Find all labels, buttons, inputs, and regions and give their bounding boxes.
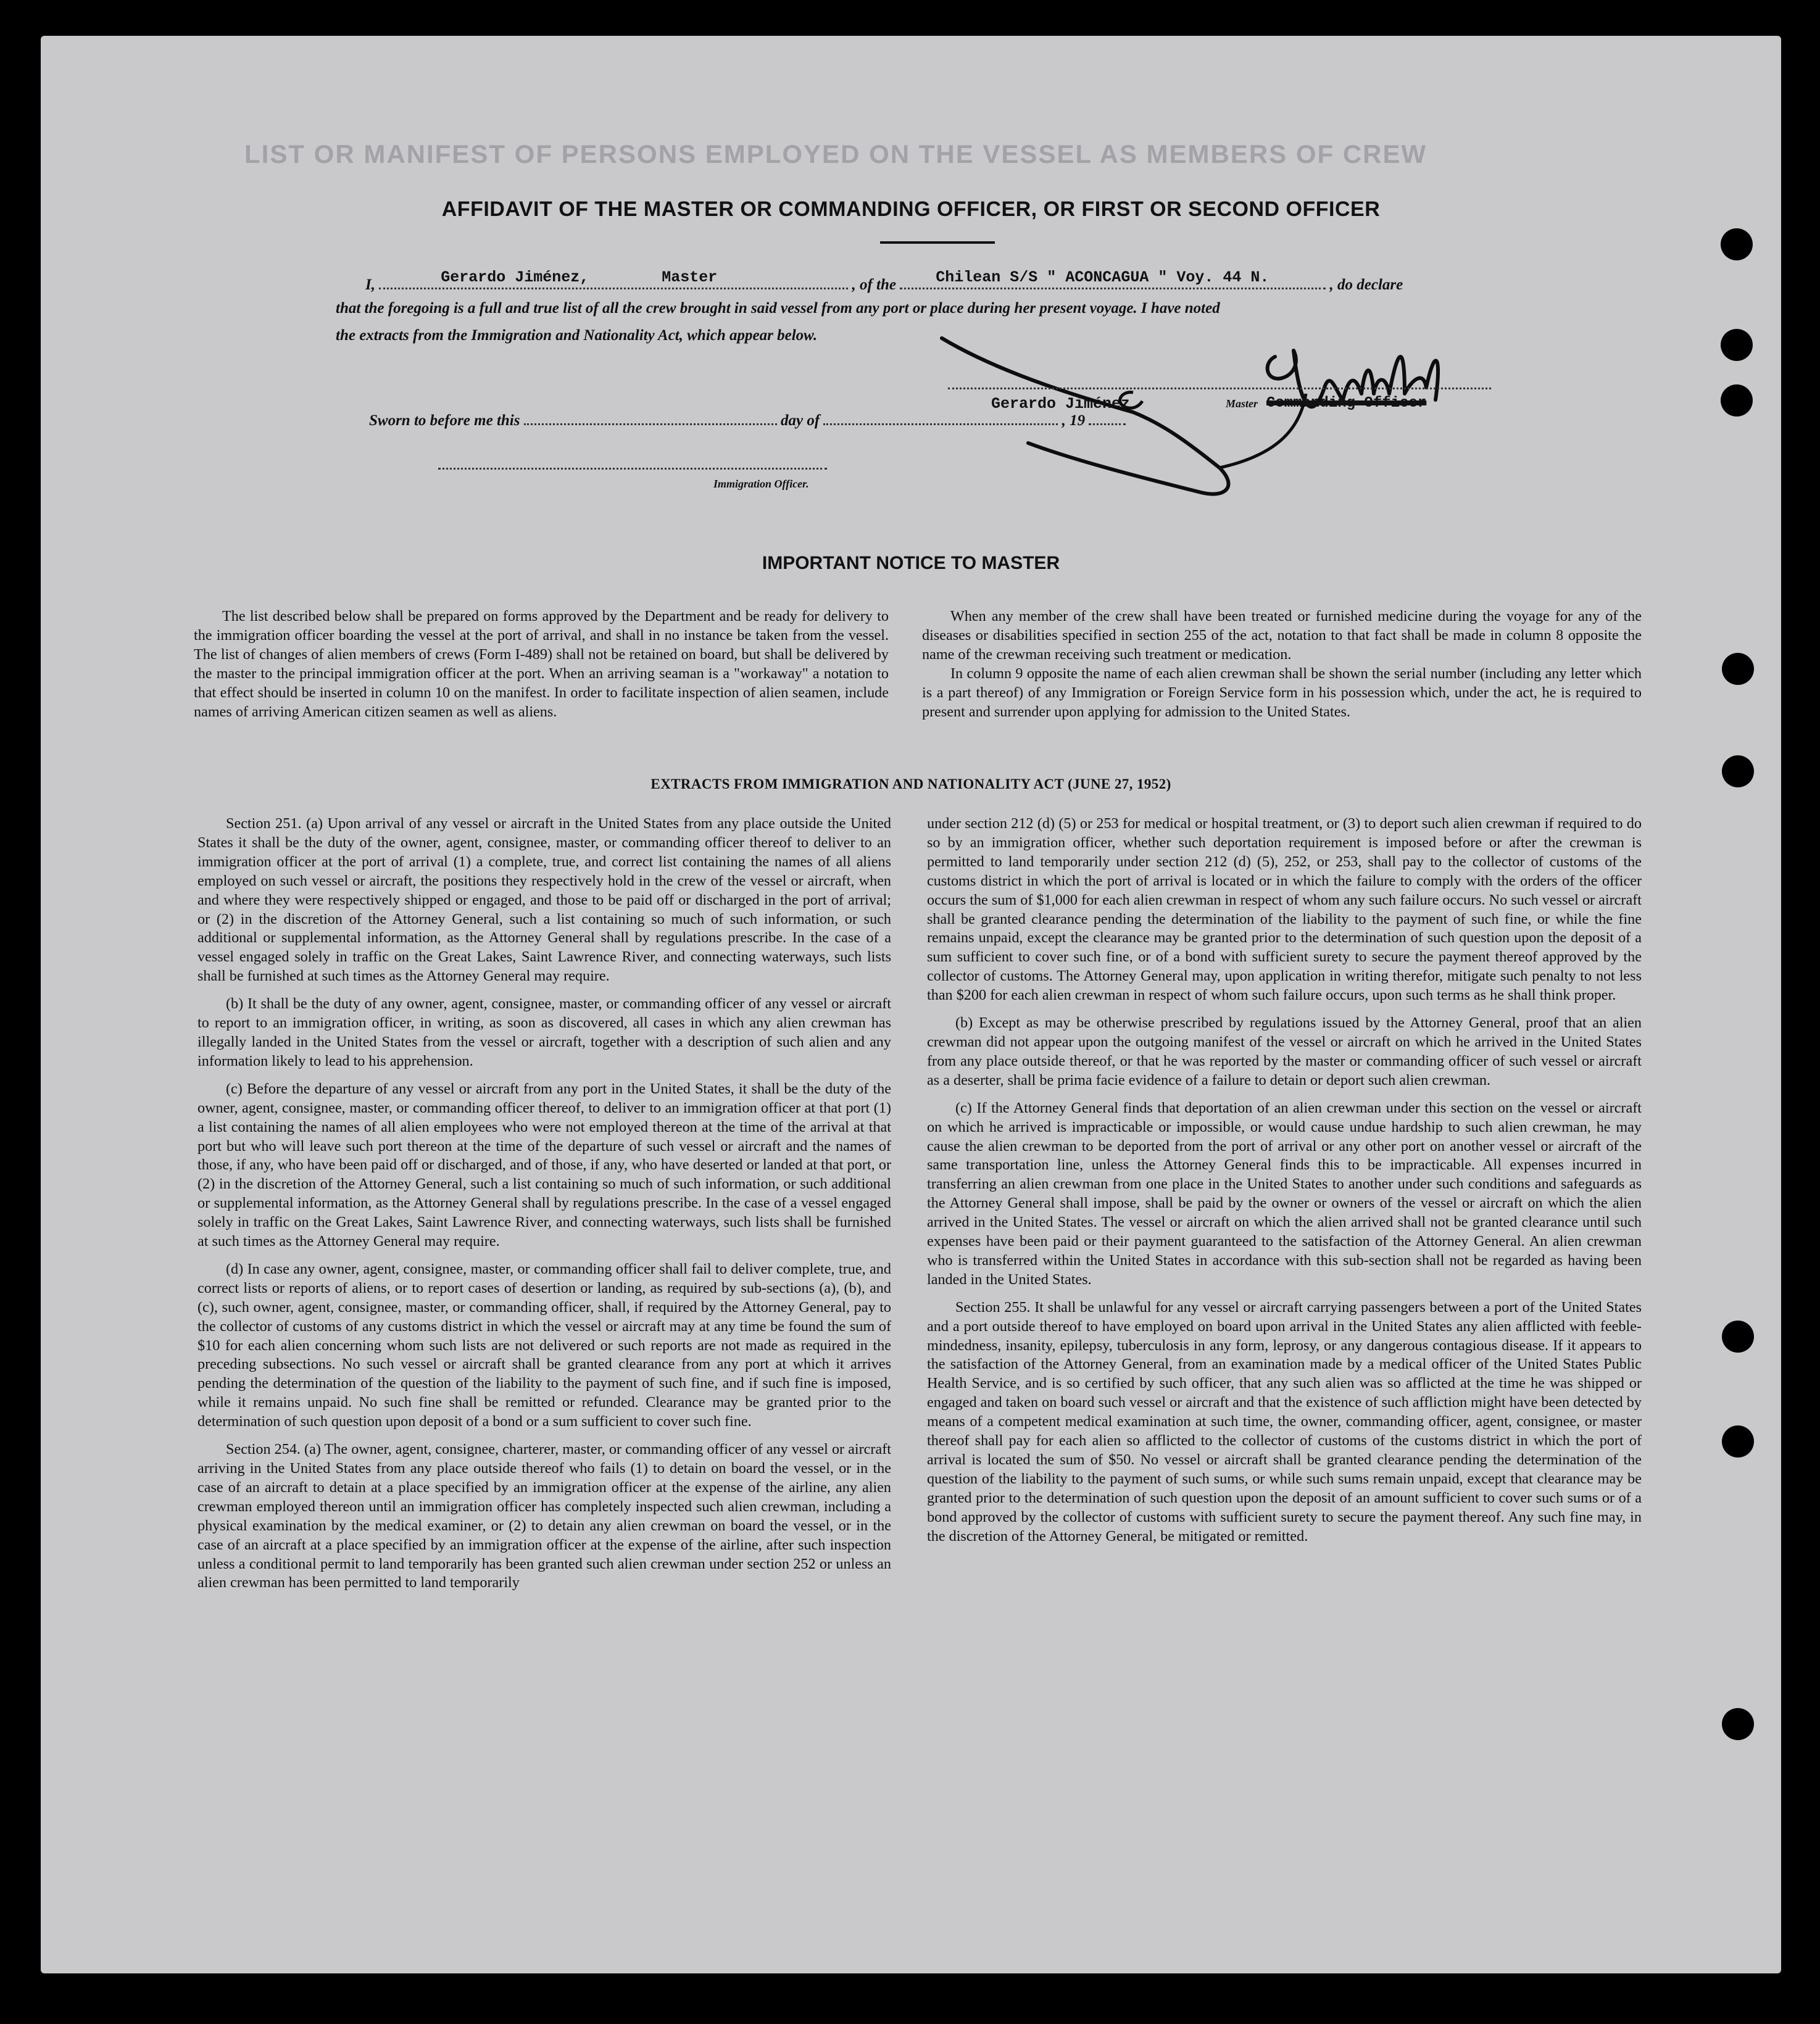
- extracts-left-column: [197, 815, 891, 1593]
- master-label: Master: [1226, 397, 1258, 410]
- document-page: [41, 36, 1781, 1973]
- notice-paragraph: In column 9 opposite the name of each alien crewman shall be shown the serial number (including any letter which is a part thereof) of any Immigration or Foreign Service form in his possession which, under the act, he is required to present and surrender upon applying for admission to the United States.: [922, 665, 1642, 720]
- notice-title: IMPORTANT NOTICE TO MASTER: [762, 553, 1060, 573]
- vessel-value: Chilean S/S " ACONCAGUA " Voy. 44 N.: [936, 268, 1269, 286]
- vessel-field[interactable]: [900, 268, 1326, 289]
- name-field[interactable]: [379, 268, 848, 289]
- notice-right-column: [922, 607, 1642, 721]
- binder-hole: [1721, 228, 1753, 260]
- day-of-label: day of: [780, 412, 820, 429]
- section-paragraph: Section 251. (a) Upon arrival of any vessel or aircraft in the United States from any place outside the United States it shall be the duty of the owner, agent, consignee, master, or commanding officer thereof to deliver to an immigration officer at the port of arrival (1) a complete, true, and correct list containing the names of all aliens employed on such vessel or aircraft, the positions they respectively hold in the crew of the vessel or aircraft, when and where they were respectively shipped or engaged, and those to be paid off or discharged in the port of arrival; or (2) in the discretion of the Attorney General, such a list containing so much of such information, or such additional or supplemental information, as the Attorney General shall by regulations prescribe. In the case of a vessel engaged solely in traffic on the Great Lakes, Saint Lawrence River, and connecting waterways, such lists shall be furnished at such times as the Attorney General may require.: [197, 815, 891, 985]
- binder-hole: [1722, 653, 1754, 685]
- i-label: I,: [365, 276, 375, 293]
- rank-value: Master: [662, 268, 718, 286]
- notice-paragraph: When any member of the crew shall have been treated or furnished medicine during the voyage for any of the diseases or disabilities specified in section 255 of the act, notation to that fact shall be made in column 8 opposite the name of the crewman receiving such treatment or medication.: [922, 608, 1642, 663]
- declaration-line: [365, 268, 1403, 294]
- bleed-through-header: LIST OR MANIFEST OF PERSONS EMPLOYED ON THE VESSEL AS MEMBERS OF CREW: [244, 139, 1427, 168]
- sworn-day-field[interactable]: [524, 423, 777, 425]
- signature-line: [948, 388, 1491, 389]
- sworn-year-field[interactable]: [1089, 423, 1126, 425]
- signer-typed-name: Gerardo Jiménez: [991, 395, 1131, 413]
- extracts-title: EXTRACTS FROM IMMIGRATION AND NATIONALITY ACT (JUNE 27, 1952): [650, 776, 1171, 792]
- section-paragraph: Section 255. It shall be unlawful for any vessel or aircraft carrying passengers between a port of the United States and a port outside thereof to have employed on board upon arrival in the United States any alien afflicted with feeble-mindedness, insanity, epilepsy, tuberculosis in any form, leprosy, or any dangerous contagious disease. If it appears to the satisfaction of the Attorney General, from an examination made by a medical officer of the United States Public Health Service, and is so certified by such officer, that any such alien was so afflicted at the time he was shipped or engaged and taken on board such vessel or aircraft and that the existence of such affliction might have been detected by means of a competent medical examination at such time, the owner, commanding officer, agent, consignee, or master thereof shall pay for each alien so afflicted to the collector of customs of the customs district in which the port of arrival is located the sum of $50. No vessel or aircraft shall be granted clearance pending the determination of the question of the liability to the payment of such sums, or while such sums remain unpaid, except that clearance may be granted prior to the determination of such question upon the deposit of an amount sufficient to cover such sums or of a bond approved by the collector of customs with sufficient surety to secure the payment thereof. Any such fine may, in the discretion of the Attorney General, be mitigated or remitted.: [927, 1298, 1642, 1545]
- section-paragraph: (d) In case any owner, agent, consignee, master, or commanding officer shall fail to deliver complete, true, and correct lists or reports of aliens, or to report cases of desertion or landing, as required by sub-sections (a), (b), and (c), such owner, agent, consignee, master, or commanding officer, shall, if required by the Attorney General, pay to the collector of customs of any customs district in which the vessel or aircraft may at any time be found the sum of $10 for each alien concerning whom such lists are not delivered or such reports are not made as required in the preceding subsections. No such vessel or aircraft shall be granted clearance from any port at which it arrives pending the determination of the question of the liability to the payment of such fine, and if such fine is imposed, while it remains unpaid. No such fine shall be remitted or refunded. Clearance may be granted prior to the determination of such question upon deposit of a bond or a sum sufficient to cover such fine.: [197, 1260, 891, 1430]
- section-paragraph: (c) If the Attorney General finds that deportation of an alien crewman under this section on the vessel or aircraft on which he arrived is impracticable or impossible, or would cause undue hardship to such alien crewman, he may cause the alien crewman to be deported from the port of arrival or any other port on another vessel or aircraft of the same transportation line, unless the Attorney General finds this to be impracticable. All expenses incurred in transferring an alien crewman from one place in the United States to another under such conditions and safeguards as the Attorney General shall impose, shall be paid by the owner or owners of the vessel or aircraft on which the alien arrived in the United States. The vessel or aircraft on which the alien arrived shall not be granted clearance until such expenses have been paid or their payment guaranteed to the satisfaction of the Attorney General. An alien crewman who is transferred within the United States in accordance with this sub-section shall not be regarded as having been landed in the United States.: [927, 1099, 1642, 1288]
- binder-hole: [1722, 1321, 1754, 1353]
- section-paragraph: (c) Before the departure of any vessel or aircraft from any port in the United States, it shall be the duty of the owner, agent, consignee, master, or commanding officer thereof, to deliver to an immigration officer at that port (1) a list containing the names of all alien employees who were not employed thereon at the time of the arrival at that port but who will leave such port thereon at the time of the departure of such vessel or aircraft and the names of those, if any, who have been paid off or discharged, and of those, if any, who have deserted or landed at that port, or (2) in the discretion of the Attorney General, such a list containing so much of such information, or such additional or supplemental information, as the Attorney General shall by regulations prescribe. In the case of a vessel engaged solely in traffic on the Great Lakes, Saint Lawrence River, and connecting waterways, such lists shall be furnished at such times as the Attorney General may require.: [197, 1080, 891, 1250]
- sworn-label: Sworn to before me this: [369, 412, 520, 429]
- name-value: Gerardo Jiménez,: [441, 268, 589, 286]
- sworn-month-field[interactable]: [823, 423, 1058, 425]
- notice-paragraph: The list described below shall be prepared on forms approved by the Department and be ready for delivery to the immigration officer boarding the vessel at the port of arrival, and shall in no instance be taken from the vessel. The list of changes of alien members of crews (Form I-489) shall not be retained on board, but shall be delivered by the master to the principal immigration officer at the port. When an arriving seaman is a "workaway" a notation to that effect should be inserted in column 10 on the manifest. In order to facilitate inspection of alien seamen, include names of arriving American citizen seamen as well as aliens.: [194, 608, 889, 720]
- sworn-line: [369, 412, 1126, 429]
- statement-line-2: that the foregoing is a full and true list of all the crew brought in said vessel from any port or place during her present voyage. I have noted: [336, 300, 1220, 317]
- struck-title: Commanding Officer: [1266, 395, 1427, 412]
- binder-hole: [1722, 1708, 1754, 1740]
- title-rule: [880, 241, 995, 244]
- binder-hole: [1721, 329, 1753, 361]
- statement-line-3: the extracts from the Immigration and Nationality Act, which appear below.: [336, 327, 818, 344]
- section-paragraph: (b) Except as may be otherwise prescribed by regulations issued by the Attorney General, proof that an alien crewman did not appear upon the outgoing manifest of the vessel or aircraft on which he arrived in the United States from any place outside thereof, or that he was reported by the master or commanding officer of such vessel or aircraft as a deserter, shall be prima facie evidence of a failure to detain or deport such alien crewman.: [927, 1014, 1642, 1089]
- year-label: , 19: [1062, 412, 1086, 429]
- binder-hole: [1721, 384, 1753, 417]
- immigration-officer-label: Immigration Officer.: [713, 478, 809, 490]
- officer-signature-line[interactable]: [438, 468, 827, 470]
- of-the-label: , of the: [852, 276, 897, 293]
- affidavit-title: AFFIDAVIT OF THE MASTER OR COMMANDING OFFICER, OR FIRST OR SECOND OFFICER: [441, 197, 1381, 221]
- section-paragraph: under section 212 (d) (5) or 253 for medical or hospital treatment, or (3) to deport such alien crewman if required to do so by an immigration officer, whether such deportation requirement is imposed before or after the crewman is permitted to land temporarily under section 212 (d) (5), 252, or 253, shall pay to the collector of customs of the customs district in which the port of arrival is located or in which the failure to comply with the orders of the officer occurs the sum of $1,000 for each alien crewman in respect of whom any such failure occurs. No such vessel or aircraft shall be granted clearance pending the determination of the liability to the payment of such fine, or while the fine remains unpaid, except the clearance may be granted prior to the determination of such question upon the deposit of a sum sufficient to cover such fine, or of a bond with sufficient surety to secure the payment thereof approved by the collector of customs. The Attorney General may, upon application in writing therefor, mitigate such penalty to not less than $200 for each alien crewman in respect of whom such failure occurs, upon such terms as he shall think proper.: [927, 815, 1642, 1004]
- section-paragraph: Section 254. (a) The owner, agent, consignee, charterer, master, or commanding officer of any vessel or aircraft arriving in the United States from any place outside thereof who fails (1) to detain on board the vessel, or in the case of an aircraft to detain at a place specified by an immigration officer at the expense of the airline, any alien crewman employed thereon until an immigration officer has completely inspected such alien crewman, including a physical examination by the medical examiner, or (2) to detain any alien crewman on board the vessel, or in the case of an aircraft at a place specified by an immigration officer at the expense of the airline, after such inspection unless a conditional permit to land temporarily has been granted such alien crewman under section 252 or unless an alien crewman has been permitted to land temporarily: [197, 1441, 891, 1591]
- section-paragraph: (b) It shall be the duty of any owner, agent, consignee, master, or commanding officer of any vessel or aircraft to report to an immigration officer, in writing, as soon as discovered, all cases in which any alien crewman has illegally landed in the United States from the vessel or aircraft, together with a description of such alien and any information likely to lead to his apprehension.: [197, 995, 891, 1069]
- notice-left-column: [194, 607, 889, 721]
- binder-hole: [1722, 1425, 1754, 1458]
- do-declare-label: , do declare: [1329, 276, 1403, 293]
- extracts-right-column: [927, 815, 1642, 1546]
